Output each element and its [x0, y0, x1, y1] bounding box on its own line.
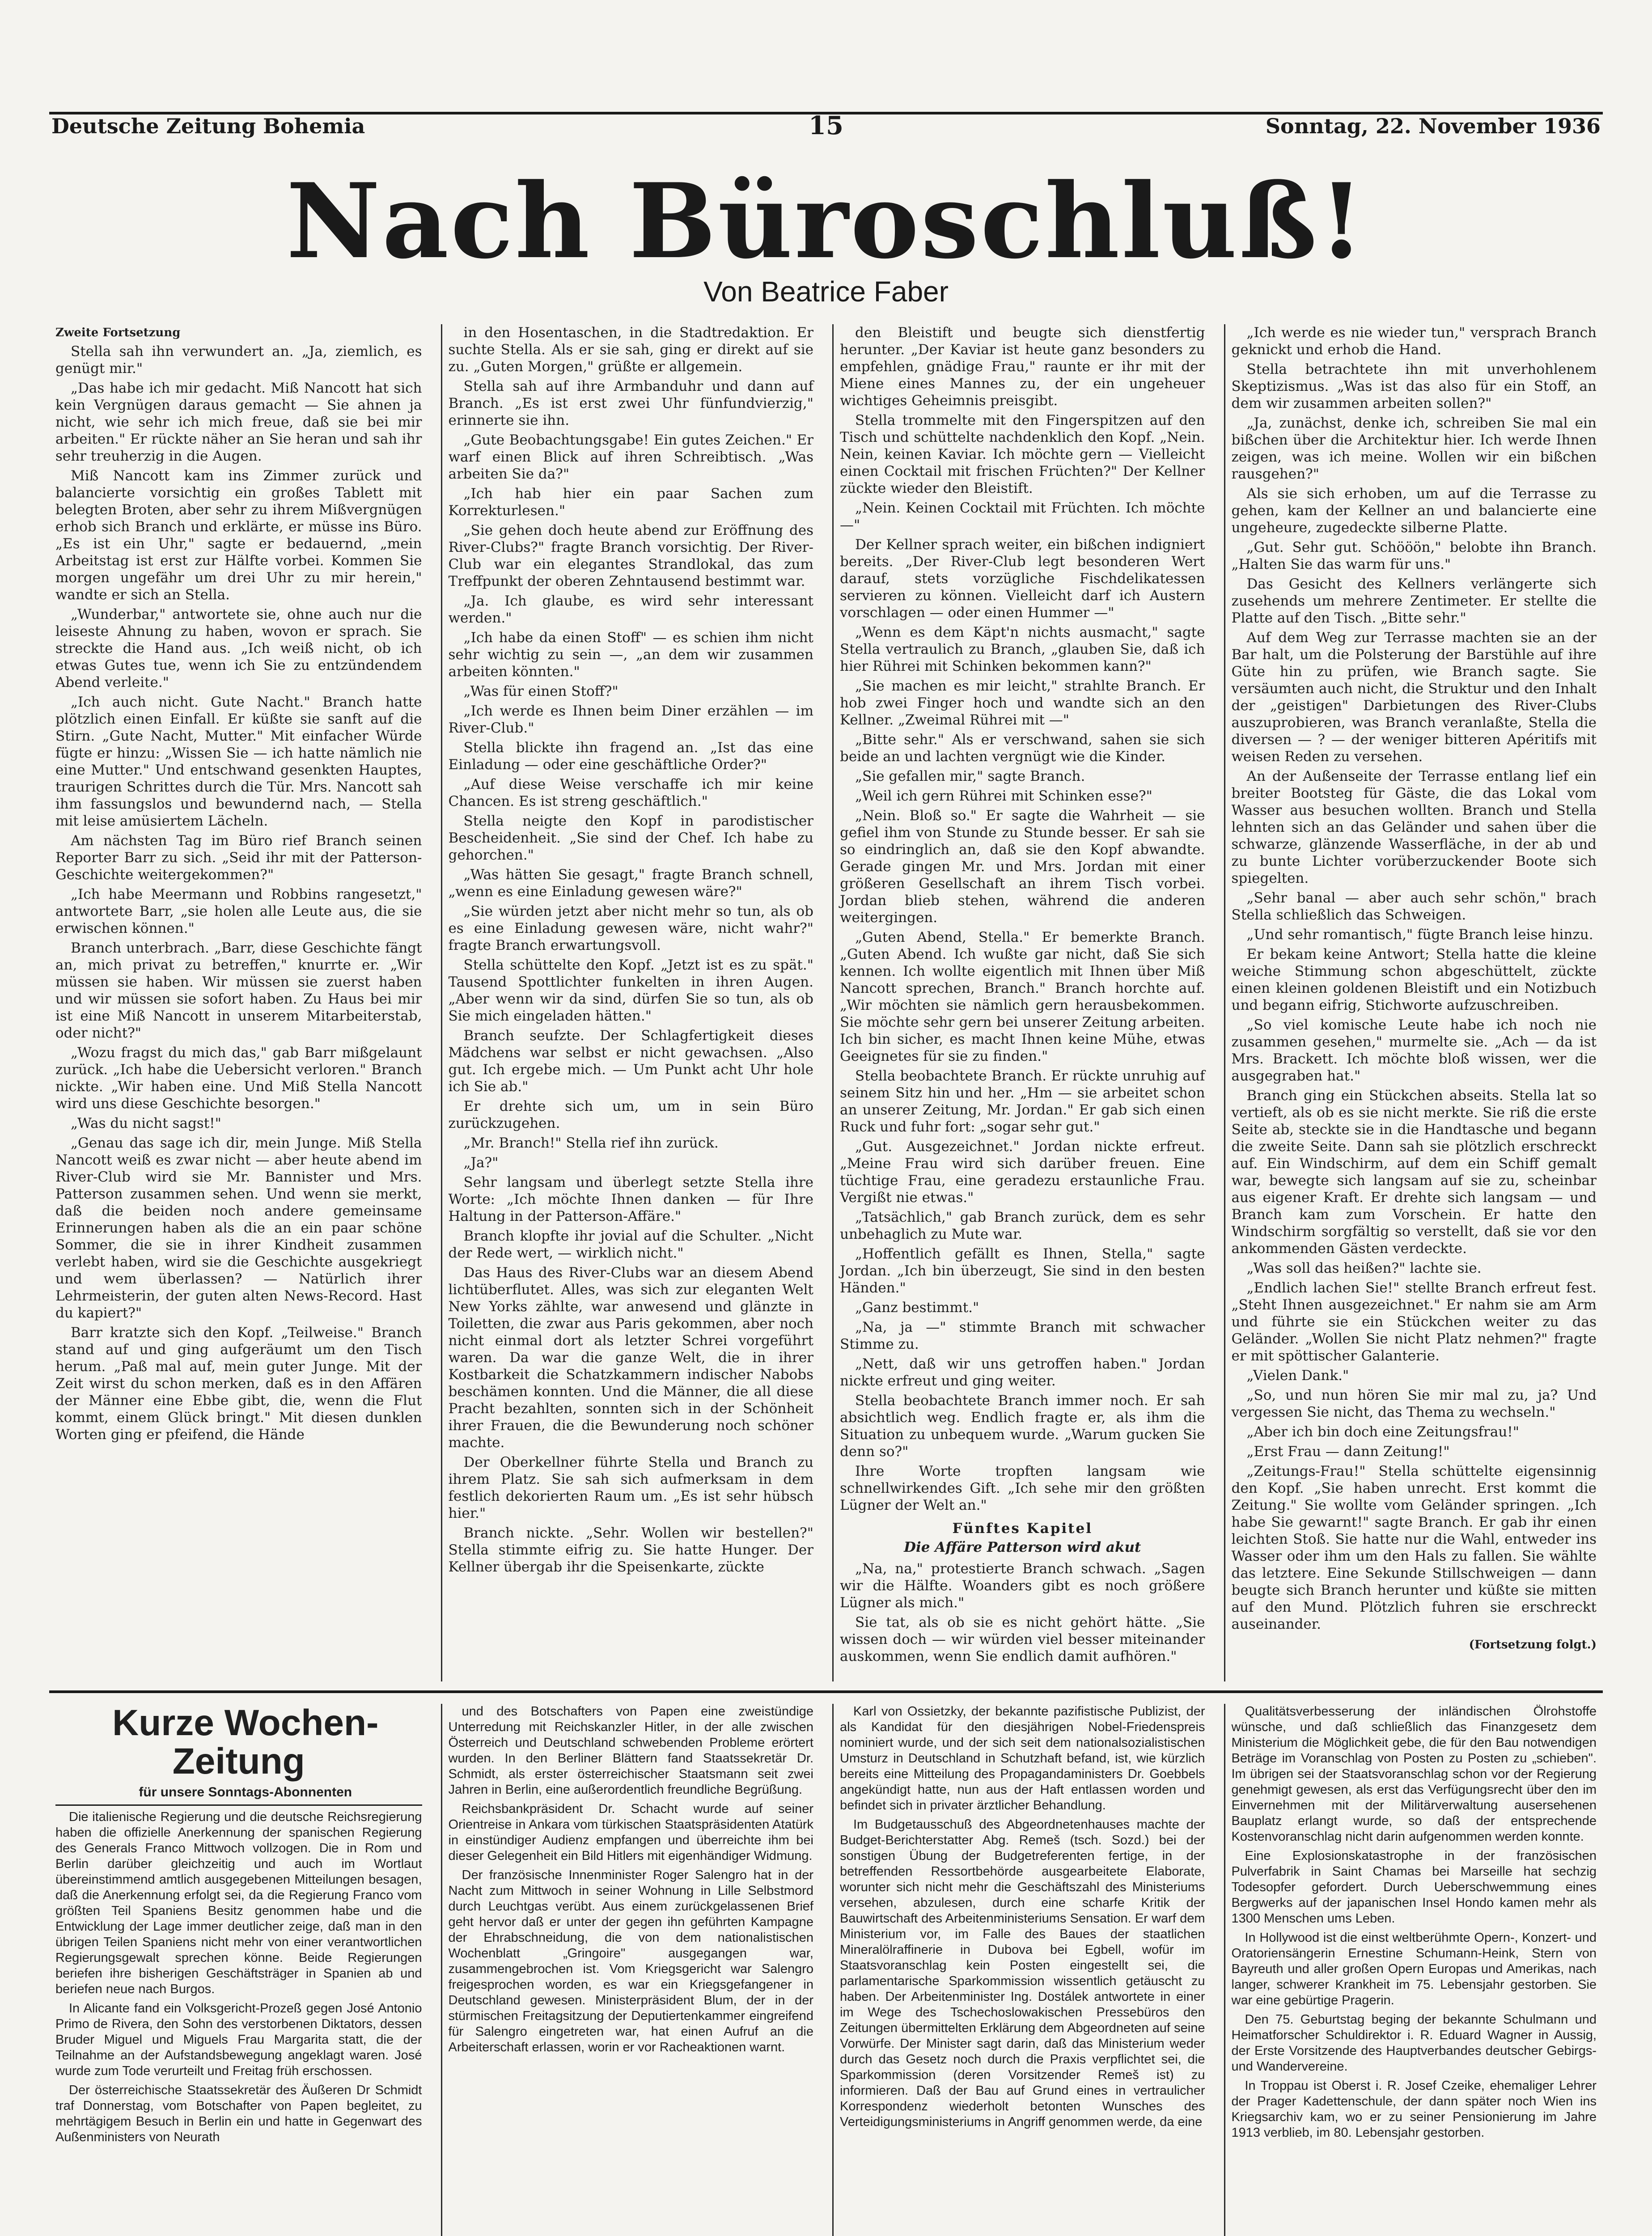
paragraph: „Gut. Ausgezeichnet." Jordan nickte erfreut. „Meine Frau wird sich darüber freuen. Eine tüchtige Frau, eine geradezu erstaunliche Frau. Vergißt nie etwas.": [840, 1139, 1205, 1206]
story-col3-text: [840, 324, 1205, 1514]
paragraph: Sie tat, als ob sie es nicht gehört hätte. „Sie wissen doch — wir würden viel besser miteinander auskommen, wenn Sie endlich damit aufhören.": [840, 1614, 1205, 1664]
paragraph: In Troppau ist Oberst i. R. Josef Czeike, ehemaliger Lehrer der Prager Kadettenschule, der dann später noch Wien ins Kriegsarchiv kam, wo er zu seiner Pensionierung im Jahre 1913 verblieb, im 80. Lebensjahr gestorben.: [1231, 2079, 1597, 2140]
paragraph: „Wenn es dem Käpt'n nichts ausmacht," sagte Stella vertraulich zu Branch, „glauben Sie, daß ich hier Rührei mit Schinken bekommen kann?": [840, 624, 1205, 674]
paragraph: „Sie gefallen mir," sagte Branch.: [855, 768, 1085, 784]
paragraph: Qualitätsverbesserung der inländischen Ölrohstoffe wünsche, und daß schließlich das Finanzgesetz dem Ministerium die Möglichkeit gebe, die für den Bau notwendigen Beträge im Voranschlag von Posten zu Posten zu „schieben". Im übrigen sei der Staatsvoranschlag schon vor der Regierung genehmigt gewesen, als erst das Verfügungsrecht über den im Einvernehmen mit der Militärverwaltung ausersehenen Bauplatz erlangt wurde, so daß der entsprechende Kostenvoranschlag nicht darin aufgenommen werden konnte.: [1231, 1704, 1597, 1844]
paragraph: „Ich auch nicht. Gute Nacht." Branch hatte plötzlich einen Einfall. Er küßte sie sanft auf die Stirn. „Gute Nacht, Mutter." Mit einfacher Würde fügte er hinzu: „Wissen Sie — ich hatte nämlich nie eine Mutter." Und entschwand gesenkten Hauptes, traurigen Schrittes durch die Tür. Mrs. Nancott sah ihm fassungslos und bewundernd nach, — Stella mit leise amüsiertem Lächeln.: [55, 694, 422, 829]
chapter-heading: Fünftes Kapitel: [952, 1520, 1093, 1537]
paragraph: „So, und nun hören Sie mir mal zu, ja? Und vergessen Sie nicht, das Thema zu wechseln.": [1231, 1387, 1597, 1420]
paragraph: Den 75. Geburtstag beging der bekannte Schulmann und Heimatforscher Schuldirektor i. R. Eduard Wagner in Aussig, der Erste Vorsitzende des Hauptverbandes deutscher Gebirgs- und Wandervereine.: [1231, 2012, 1597, 2074]
news-column-4: [1224, 1704, 1603, 2236]
paragraph: Der Kellner sprach weiter, ein bißchen indigniert bereits. „Der River-Club legt besonderen Wert darauf, stets vorzügliche Fischdelikatessen servieren zu können. Vielleicht darf ich Austern vorschlagen — oder einen Hummer —": [840, 537, 1205, 621]
paragraph: Stella sah ihn verwundert an. „Ja, ziemlich, es genügt mir.": [55, 343, 422, 377]
paragraph: „Und sehr romantisch," fügte Branch leise hinzu.: [1246, 927, 1593, 943]
paragraph: Das Haus des River-Clubs war an diesem Abend lichtüberflutet. Alles, was sich zur eleganten Welt New Yorks zählte, war anwesend und glänzte in Toiletten, die zwar aus Paris gekommen, aber noch nicht einmal dort als letzter Schrei vorgeführt waren. Da war die ganze Welt, die in ihrer Kostbarkeit die Schatzkammern indischer Nabobs beschämen konnten. Und die Männer, die all diese Pracht bezahlten, sonnten sich in der Schönheit ihrer Frauen, die die Bewunderung noch schöner machte.: [448, 1265, 813, 1451]
paragraph: „Tatsächlich," gab Branch zurück, dem es sehr unbehaglich zu Mute war.: [840, 1209, 1205, 1242]
paragraph: „Ich habe Meermann und Robbins rangesetzt," antwortete Barr, „sie holen alle Leute aus, die sie erwischen können.": [55, 886, 422, 936]
news-column-3: [832, 1704, 1211, 2236]
paragraph: Der Oberkellner führte Stella und Branch zu ihrem Platz. Sie sah sich aufmerksam in dem festlich dekorierten Raum um. „Es ist sehr hübsch hier.": [448, 1454, 813, 1521]
paragraph: „Ich habe da einen Stoff" — es schien ihm nicht sehr wichtig zu sein —, „an dem wir zusammen arbeiten könnten.": [448, 630, 813, 680]
paragraph: „Hoffentlich gefällt es Ihnen, Stella," sagte Jordan. „Ich bin überzeugt, Sie sind in den besten Händen.": [840, 1246, 1205, 1296]
story-col1-text: [55, 343, 422, 1443]
paragraph: „Ja, zunächst, denke ich, schreiben Sie mal ein bißchen über die Architektur hier. Ich werde Ihnen zeigen, was ich meine. Wollen wir ein bißchen rausgehen?": [1231, 415, 1597, 482]
paragraph: Branch ging ein Stückchen abseits. Stella lat so vertieft, als ob es sie nicht merkte. Sie riß die erste Seite ab, steckte sie in die Handtasche und begann die zweite Seite. Dann sah sie plötzlich erschreckt auf. Ein Windschirm, auf dem ein Schiff gemalt war, bewegte sich langsam auf sie zu, scheinbar aus eigener Kraft. Er drehte sich langsam — und Branch kam zum Vorschein. Er hatte den Windschirm sorgfältig so verstellt, daß sie vor den ankommenden Gästen verdeckte.: [1231, 1088, 1597, 1257]
paragraph: Branch unterbrach. „Barr, diese Geschichte fängt an, mich privat zu betreffen," knurrte er. „Wir müssen sie haben. Wir müssen sie zuerst haben und wir müssen sie sofort haben. Zu Haus bei mir ist eine Miß Nancott in unserem Mitarbeiterstab, oder nicht?": [55, 940, 422, 1041]
paragraph: „Nein. Keinen Cocktail mit Früchten. Ich möchte —": [840, 500, 1205, 533]
paragraph: Branch nickte. „Sehr. Wollen wir bestellen?" Stella stimmte eifrig zu. Sie hatte Hunger. Der Kellner übergab ihr die Speisenkarte, zückte: [448, 1525, 813, 1575]
paragraph: Reichsbankpräsident Dr. Schacht wurde auf seiner Orientreise in Ankara vom türkischen Staatspräsidenten Atatürk in einstündiger Audienz empfangen und überreichte ihm bei dieser Gelegenheit ein Bild Hitlers mit eigenhändiger Widmung.: [448, 1802, 813, 1863]
issue-date: Sonntag, 22. November 1936: [1265, 114, 1601, 138]
paragraph: „Ja. Ich glaube, es wird sehr interessant werden.": [448, 593, 813, 626]
paragraph: „Genau das sage ich dir, mein Junge. Miß Stella Nancott weiß es zwar nicht — aber heute abend im River-Club wird sie Mr. Bannister und Mrs. Patterson zusammen sehen. Und wenn sie merkt, daß die beiden noch andere gemeinsame Erinnerungen haben als die an ein paar schöne Sommer, die sie in ihrer Kindheit zusammen verlebt haben, wird sie die Geschichte ausgekriegt und wem überlassen? — Natürlich ihrer Lehrmeisterin, der guten alten News-Record. Hast du kapiert?": [55, 1135, 422, 1321]
paragraph: „Bitte sehr." Als er verschwand, sahen sie sich beide an und lachten vergnügt wie die Kinder.: [840, 732, 1205, 765]
news-column-1: [49, 1704, 428, 2236]
story-column-3: [832, 324, 1211, 1681]
paragraph: In Alicante fand ein Volksgericht-Prozeß gegen José Antonio Primo de Rivera, den Sohn des verstorbenen Diktators, dessen Bruder Miguel und Miguels Frau Margarita statt, die der Teilnahme an der Aufstandsbewegung angeklagt waren. José wurde zum Tode verurteilt und Freitag früh erschossen.: [55, 2001, 422, 2078]
installment-label: Zweite Fortsetzung: [55, 326, 181, 339]
paragraph: „Endlich lachen Sie!" stellte Branch erfreut fest. „Steht Ihnen ausgezeichnet." Er nahm sie am Arm und führte sie ein Stückchen weiter zu das Geländer. „Wollen Sie nicht Platz nehmen?" fragte er mit spöttischer Galanterie.: [1231, 1280, 1597, 1364]
paragraph: „Aber ich bin doch eine Zeitungsfrau!": [1246, 1424, 1519, 1440]
paragraph: Barr kratzte sich den Kopf. „Teilweise." Branch stand auf und ging aufgeräumt um den Tisch herum. „Paß mal auf, mein guter Junge. Mit der Zeit wirst du schon merken, daß es in den Affären der Männer eine Ebbe gibt, die, wenn die Flut kommt, einem Glück bringt." Mit diesen dunklen Worten ging er pfeifend, die Hände: [55, 1325, 422, 1443]
story-title: Nach Büroschluß!: [286, 161, 1366, 282]
paragraph: „Ich hab hier ein paar Sachen zum Korrekturlesen.": [448, 486, 813, 519]
paragraph: „Na, ja —" stimmte Branch mit schwacher Stimme zu.: [840, 1319, 1205, 1352]
chapter-subheading: Die Affäre Patterson wird akut: [904, 1539, 1141, 1555]
paragraph: „Weil ich gern Rührei mit Schinken esse?": [855, 788, 1152, 804]
paragraph: „Gut. Sehr gut. Schööön," belobte ihn Branch. „Halten Sie das warm für uns.": [1231, 539, 1597, 572]
paragraph: Sehr langsam und überlegt setzte Stella ihre Worte: „Ich möchte Ihnen danken — für Ihre Haltung in der Patterson-Affäre.": [448, 1174, 813, 1224]
paragraph: „Was soll das heißen?" lachte sie.: [1246, 1260, 1482, 1276]
paragraph: „Nett, daß wir uns getroffen haben." Jordan nickte erfreut und ging weiter.: [840, 1356, 1205, 1389]
continued-note: (Fortsetzung folgt.): [1469, 1638, 1597, 1652]
paragraph: Der österreichische Staatssekretär des Äußeren Dr Schmidt traf Donnerstag, vom Botschafter von Papen begleitet, zu mehrtägigem Besuch in Berlin ein und hatte in Gegenwart des Außenministers von Neurath: [55, 2083, 422, 2144]
paragraph: „Ich werde es nie wieder tun," versprach Branch geknickt und erhob die Hand.: [1231, 325, 1597, 358]
paragraph: „Zeitungs-Frau!" Stella schüttelte eigensinnig den Kopf. „Sie haben unrecht. Erst kommt die Zeitung." Sie wollte vom Geländer springen. „Ich habe Sie gewarnt!" sagte Branch. Er gab ihr einen leichten Stoß. Sie hatte nur die Wahl, entweder ins Wasser oder ihm um den Hals zu fallen. Sie wählte das letztere. Eine Sekunde Stillschweigen — dann beugte sich Branch herunter und küßte sie mitten auf den Mund. Plötzlich fuhren sie erschreckt auseinander.: [1231, 1463, 1597, 1632]
paragraph: Miß Nancott kam ins Zimmer zurück und balancierte vorsichtig ein großes Tablett mit belegten Broten, aber sehr zu ihrem Mißvergnügen erhob sich Branch und erklärte, er müsse ins Büro. „Es ist ein Uhr," sagte er bedauernd, „mein Arbeitstag ist erst zur Hälfte vorbei. Kommen Sie morgen ungefähr um drei Uhr zu mir herein," wandte er sich an Stella.: [55, 468, 422, 603]
paragraph: Ihre Worte tropften langsam wie schnellwirkendes Gift. „Ich sehe mir den größten Lügner der Welt an.": [840, 1463, 1205, 1513]
news-col1-text: [55, 1809, 422, 2145]
paragraph: „Was für einen Stoff?": [463, 683, 618, 699]
paragraph: „Ich werde es Ihnen beim Diner erzählen — im River-Club.": [448, 703, 813, 736]
paragraph: Stella beobachtete Branch. Er rückte unruhig auf seinem Sitz hin und her. „Hm — sie arbeitet schon an unserer Zeitung, Mr. Jordan." Er gab sich einen Ruck und fuhr fort: „sogar sehr gut.": [840, 1068, 1205, 1135]
paragraph: „Auf diese Weise verschaffe ich mir keine Chancen. Es ist streng geschäftlich.": [448, 776, 813, 809]
paragraph: Der französische Innenminister Roger Salengro hat in der Nacht zum Mittwoch in seiner Wohnung in Lille Selbstmord durch Leuchtgas verübt. Aus einem zurückgelassenen Brief geht hervor daß er unter der gegen ihn geführten Kampagne der Ehrabschneidung, die von dem nationalistischen Wochenblatt „Gringoire" ausgegangen war, zusammengebrochen ist. Vom Kriegsgericht war Salengro freigesprochen worden, es war ein Kriegsgefangener in Deutschland gewesen. Ministerpräsident Blum, der in der stürmischen Freitagsitzung der Deputiertenkammer eingreifend für Salengro eingetreten war, hat einen Aufruf an die Arbeiterschaft erlassen, worin er vor Racheaktionen warnt.: [448, 1868, 813, 2054]
news-col2-text: [449, 1704, 814, 2055]
paragraph: Stella trommelte mit den Fingerspitzen auf den Tisch und schüttelte nachdenklich den Kopf. „Nein. Nein, keinen Kaviar. Ich möchte gern — Vielleicht einen Cocktail mit frischen Früchten?" Der Kellner zückte wieder den Bleistift.: [840, 412, 1205, 496]
paragraph: „Erst Frau — dann Zeitung!": [1246, 1444, 1450, 1460]
story-col4-text: [1232, 324, 1597, 1633]
paragraph: „Mr. Branch!" Stella rief ihn zurück.: [463, 1135, 719, 1151]
paragraph: „Sie würden jetzt aber nicht mehr so tun, als ob es eine Einladung gewesen wäre, nicht wahr?" fragte Branch erwartungsvoll.: [448, 903, 813, 953]
paragraph: Das Gesicht des Kellners verlängerte sich zusehends um mehrere Zentimeter. Er stellte die Platte auf den Tisch. „Bitte sehr.": [1231, 576, 1597, 626]
paragraph: den Bleistift und beugte sich dienstfertig herunter. „Der Kaviar ist heute ganz besonders zu empfehlen, gnädige Frau," raunte er ihr mit der Miene eines Mannes zu, der ein ungeheuer wichtiges Geheimnis preisgibt.: [840, 325, 1205, 409]
paragraph: „Ganz bestimmt.": [855, 1300, 979, 1316]
paragraph: „Gute Beobachtungsgabe! Ein gutes Zeichen." Er warf einen Blick auf ihren Schreibtisch. „Was arbeiten Sie da?": [448, 432, 813, 482]
news-section-subtitle: für unsere Sonntags-Abonnenten: [55, 1784, 422, 1806]
paragraph: Als sie sich erhoben, um auf die Terrasse zu gehen, kam der Kellner an und balancierte eine ungeheure, zugedeckte silberne Platte.: [1231, 486, 1597, 536]
paragraph: und des Botschafters von Papen eine zweistündige Unterredung mit Reichskanzler Hitler, in der alle zwischen Österreich und Deutschland schwebenden Probleme erörtert wurden. In den Berliner Blättern fand Staatssekretär Dr. Schmidt, als erster österreichischer Staatsmann seit zwei Jahren in Berlin, eine außerordentlich freundliche Begrüßung.: [448, 1704, 813, 1797]
news-col3-text: [840, 1704, 1205, 2130]
paragraph: Im Budgetausschuß des Abgeordnetenhauses machte der Budget-Berichterstatter Abg. Remeš (tsch. Sozd.) bei der sonstigen Übung der Budgetreferenten fertige, in der betreffenden Ressortbehörde ausgearbeitete Elaborate, worunter sich nicht mehr die Geschäftszahl des Ministeriums versehen, abzulesen, durch eine scharfe Kritik der Bauwirtschaft des Arbeitenministeriums Sensation. Er warf dem Ministerium vor, im Falle des Baues der staatlichen Mineralölraffinerie in Dubova bei Egbell, wofür im Staatsvoranschlag kein Posten eingestellt sei, die parlamentarische Sparkommission wissentlich getäuscht zu haben. Der Arbeitenminister Ing. Dostálek antwortete in einer im Wege des Tschechoslowakischen Pressebüros den Zeitungen übermittelten Erklärung dem Abgeordneten auf seine Vorwürfe. Der Minister sagt darin, daß das Ministerium weder durch das Gesetz noch durch die Praxis verpflichtet sei, die Sparkommission (deren Vorsitzender Remeš ist) zu informieren. Daß der Bau auf Grund eines in vertraulicher Korrespondenz wiederholt betonten Wunsches des Verteidigungsministeriums in Angriff genommen werde, da eine: [840, 1817, 1205, 2129]
paragraph: in den Hosentaschen, in die Stadtredaktion. Er suchte Stella. Als er sie sah, ging er direkt auf sie zu. „Guten Morgen," grüßte er allgemein.: [448, 325, 813, 375]
paragraph: Die italienische Regierung und die deutsche Reichsregierung haben die offizielle Anerkennung der spanischen Regierung des Generals Franco Mittwoch vollzogen. Die in Rom und Berlin darüber gleichzeitig und auch im Wortlaut übereinstimmend amtlich ausgegebenen Mitteilungen besagen, daß die Anerkennung erfolgt sei, da die Regierung Franco vom größten Teil Spaniens Besitz genommen habe und die Entwicklung der Lage immer deutlicher zeige, daß man in den übrigen Teilen Spaniens nicht mehr von einer verantwortlichen Regierungsgewalt sprechen könne. Beide Regierungen beriefen ihre bisherigen Geschäftsträger in Spanien ab und beriefen neue nach Burgos.: [55, 1810, 422, 1996]
serial-story: [49, 324, 1603, 1681]
paragraph: Stella betrachtete ihn mit unverhohlenem Skeptizismus. „Was ist das also für ein Stoff, an dem wir zusammen arbeiten sollen?": [1231, 361, 1597, 411]
paragraph: „Sie gehen doch heute abend zur Eröffnung des River-Clubs?" fragte Branch vorsichtig. Der River-Club war ein elegantes Strandlokal, das zum Treffpunkt der oberen Zehntausend bestimmt war.: [448, 522, 813, 589]
weekly-news: [49, 1704, 1603, 2236]
story-column-1: [49, 324, 428, 1681]
paragraph: Eine Explosionskatastrophe in der französischen Pulverfabrik in Saint Chamas bei Marseille hat sechzig Todesopfer gefordert. Durch Ueberschwemmung eines Bergwerks auf der japanischen Insel Hondo kamen mehr als 1300 Menschen ums Leben.: [1231, 1849, 1597, 1926]
news-col4-text: [1232, 1704, 1597, 2141]
paragraph: „Was hätten Sie gesagt," fragte Branch schnell, „wenn es eine Einladung gewesen wäre?": [448, 867, 813, 900]
paragraph: Stella schüttelte den Kopf. „Jetzt ist es zu spät." Tausend Spottlichter funkelten in ihren Augen. „Aber wenn wir da sind, dürfen Sie so tun, als ob Sie mich eingeladen hätten.": [448, 957, 813, 1024]
story-col3b-text: [840, 1560, 1205, 1665]
story-col2-text: [449, 324, 814, 1575]
paragraph: Er drehte sich um, um in sein Büro zurückzugehen.: [448, 1098, 813, 1131]
story-column-4: [1224, 324, 1603, 1681]
paragraph: An der Außenseite der Terrasse entlang lief ein breiter Bootsteg für Gäste, die das Lokal vom Wasser aus besuchen wollten. Branch und Stella lehnten sich an das Geländer und sahen über die schwarze, glänzende Wasserfläche, in der ab und zu bunte Lichter vorüberzuckender Boote sich spiegelten.: [1231, 768, 1597, 886]
story-column-2: [441, 324, 820, 1681]
paragraph: „Vielen Dank.": [1246, 1368, 1349, 1384]
news-column-2: [441, 1704, 820, 2236]
paragraph: Stella blickte ihn fragend an. „Ist das eine Einladung — oder eine geschäftliche Order?": [448, 740, 813, 773]
paragraph: Stella neigte den Kopf in parodistischer Bescheidenheit. „Sie sind der Chef. Ich habe zu gehorchen.": [448, 813, 813, 863]
paragraph: In Hollywood ist die einst weltberühmte Opern-, Konzert- und Oratoriensängerin Ernestine Schumann-Heink, Stern von Bayreuth und aller großen Opern Europas und Amerikas, nach langer, schwerer Krankheit im 75. Lebensjahr gestorben. Sie war eine gebürtige Pragerin.: [1231, 1931, 1597, 2007]
paragraph: „Wunderbar," antwortete sie, ohne auch nur die leiseste Ahnung zu haben, wovon er sprach. Sie streckte die Hand aus. „Ich weiß nicht, ob ich etwas Gutes tue, wenn ich Sie zu entzündendem Abend verleite.": [55, 606, 422, 690]
paragraph: Stella sah auf ihre Armbanduhr und dann auf Branch. „Es ist erst zwei Uhr fünfundvierzig," erinnerte sie ihn.: [448, 378, 813, 428]
paragraph: „Wozu fragst du mich das," gab Barr mißgelaunt zurück. „Ich habe die Uebersicht verloren." Branch nickte. „Wir haben eine. Und Miß Stella Nancott wird uns diese Geschichte besorgen.": [55, 1045, 422, 1112]
newspaper-name: Deutsche Zeitung Bohemia: [51, 114, 365, 138]
paragraph: „Das habe ich mir gedacht. Miß Nancott hat sich kein Vergnügen daraus gemacht — Sie ahnen ja nicht, wie sehr ich mich freue, daß sie bei mir arbeiten." Er rückte näher an Sie heran und sah ihr sehr treuherzig in die Augen.: [55, 380, 422, 464]
paragraph: Er bekam keine Antwort; Stella hatte die kleine weiche Stimmung schon abgeschüttelt, zückte einen kleinen goldenen Bleistift und ein Notizbuch und begann eifrig, Stichworte aufzuschreiben.: [1231, 946, 1597, 1013]
paragraph: „Guten Abend, Stella." Er bemerkte Branch. „Guten Abend. Ich wußte gar nicht, daß Sie sich kennen. Ich wollte eigentlich mit Ihnen über Miß Nancott sprechen, Branch." Branch horchte auf. „Wir möchten sie nämlich gern herausbekommen. Sie möchte sehr gern bei unserer Zeitung arbeiten. Ich bin sicher, es macht Ihnen keine Mühe, etwas Geeignetes für sie zu finden.": [840, 929, 1205, 1064]
paragraph: Branch klopfte ihr jovial auf die Schulter. „Nicht der Rede wert, — wirklich nicht.": [448, 1228, 813, 1261]
section-divider: [49, 1690, 1603, 1693]
paragraph: „Was du nicht sagst!": [71, 1115, 221, 1131]
paragraph: „Sehr banal — aber auch sehr schön," brach Stella schließlich das Schweigen.: [1231, 890, 1597, 923]
paragraph: Auf dem Weg zur Terrasse machten sie an der Bar halt, um die Polsterung der Barstühle auf ihre Güte hin zu prüfen, wie Branch sagte. Sie versäumten auch nicht, die Struktur und den Inhalt der „geistigen" Darbietungen des River-Clubs auszuprobieren, was Branch veranlaßte, Stella die diversen — ? — der weniger bitteren Apéritifs mit weisen Reden zu versehen.: [1231, 630, 1597, 765]
paragraph: Stella beobachtete Branch immer noch. Er sah absichtlich weg. Endlich fragte er, als ihm die Situation zu unbequem wurde. „Warum gucken Sie denn so?": [840, 1393, 1205, 1460]
paragraph: Branch seufzte. Der Schlagfertigkeit dieses Mädchens war selbst er nicht gewachsen. „Also gut. Ich ergebe mich. — Um Punkt acht Uhr hole ich Sie ab.": [448, 1028, 813, 1095]
page-number: 15: [809, 111, 843, 140]
paragraph: „Nein. Bloß so." Er sagte die Wahrheit — sie gefiel ihm von Stunde zu Stunde besser. Er sah sie so eindringlich an, daß sie den Kopf abwandte. Gerade gingen Mr. und Mrs. Jordan mit einer größeren Gesellschaft an ihrem Tisch vorbei. Jordan blieb stehen, während die anderen weitergingen.: [840, 808, 1205, 926]
paragraph: „Sie machen es mir leicht," strahlte Branch. Er hob zwei Finger hoch und wandte sich an den Kellner. „Zweimal Rührei mit —": [840, 678, 1205, 728]
paragraph: „So viel komische Leute habe ich noch nie zusammen gesehen," murmelte sie. „Ach — da ist Mrs. Brackett. Ich möchte bloß wissen, wer die ausgegraben hat.": [1231, 1017, 1597, 1084]
news-section-title: Kurze Wochen-Zeitung: [112, 1704, 379, 1782]
paragraph: Am nächsten Tag im Büro rief Branch seinen Reporter Barr zu sich. „Seid ihr mit der Patterson-Geschichte weitergekommen?": [55, 833, 422, 883]
paragraph: Karl von Ossietzky, der bekannte pazifistische Publizist, der als Kandidat für den diesjährigen Nobel-Friedenspreis nominiert wurde, und der sich seit dem nationalsozialistischen Umsturz in Deutschland in Schutzhaft befand, ist, wie kürzlich bereits eine Mitteilung des Propagandaministers Dr. Goebbels angekündigt hatte, nun aus der Haft entlassen worden und befindet sich in privater ärztlicher Behandlung.: [840, 1704, 1205, 1813]
paragraph: „Ja?": [463, 1155, 499, 1171]
paragraph: „Na, na," protestierte Branch schwach. „Sagen wir die Hälfte. Woanders gibt es noch größere Lügner als mich.": [840, 1561, 1205, 1611]
story-byline: Von Beatrice Faber: [703, 275, 949, 308]
